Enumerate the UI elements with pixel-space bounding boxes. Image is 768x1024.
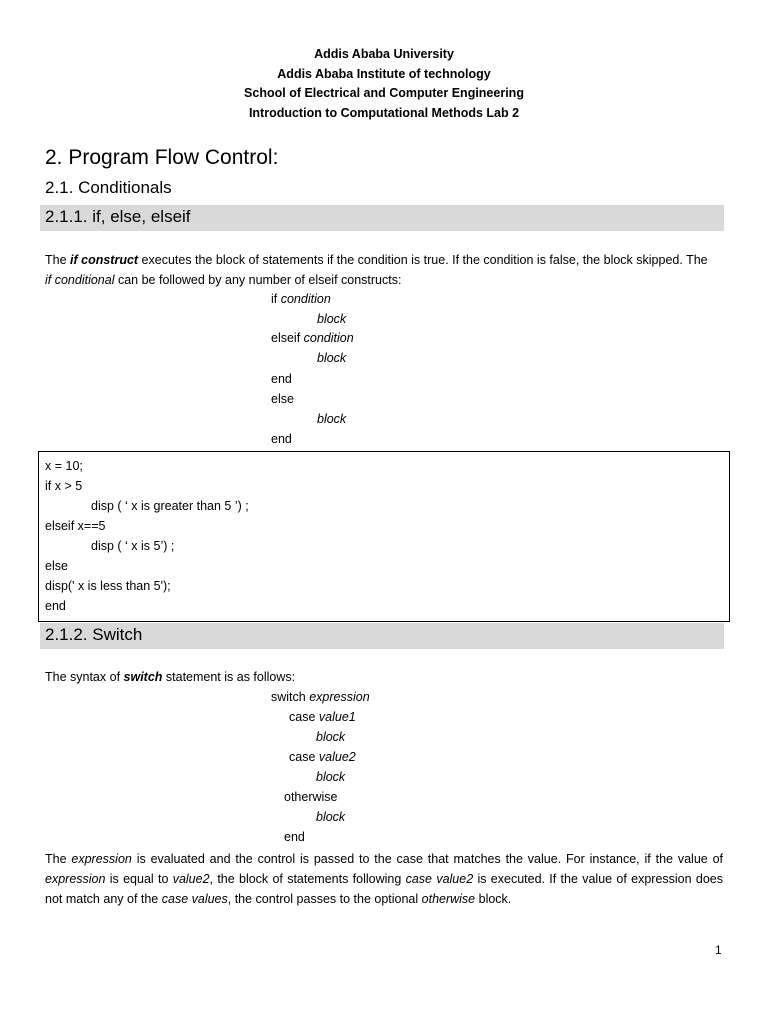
if-syntax-block: block bbox=[317, 312, 347, 326]
if-syntax-line-6: else bbox=[271, 392, 294, 406]
if-syntax-condition: condition bbox=[280, 292, 331, 306]
if-syntax-line-3 bbox=[271, 331, 354, 345]
if-syntax-line-4 bbox=[317, 351, 346, 365]
code-line: elseif x==5 bbox=[45, 519, 106, 533]
if-para-emph-1: if construct bbox=[70, 253, 139, 267]
switch-syntax-kw-case-2: case bbox=[289, 750, 319, 764]
switch-syntax-kw-case: case bbox=[289, 710, 319, 724]
header-course: Introduction to Computational Methods Lab 2 bbox=[248, 106, 520, 120]
if-para-text-3: can be followed by any number of elseif constructs: bbox=[114, 273, 402, 287]
if-syntax-line-8: end bbox=[271, 432, 292, 446]
switch-para-text: The bbox=[45, 852, 72, 866]
switch-syntax-line-4 bbox=[289, 750, 356, 764]
code-line: disp ( ‘ x is greater than 5 ’) ; bbox=[91, 499, 249, 513]
code-example-box bbox=[38, 451, 730, 622]
switch-syntax-line-3 bbox=[316, 730, 345, 744]
switch-para-text: block. bbox=[475, 892, 512, 906]
if-syntax-block-3: block bbox=[317, 412, 347, 426]
switch-para-text: is executed. If the value of expression does not match any of the bbox=[45, 872, 723, 906]
if-syntax-line-2 bbox=[317, 312, 346, 326]
switch-syntax-line-1 bbox=[271, 690, 370, 704]
switch-paragraph bbox=[45, 849, 723, 909]
section-title: 2. Program Flow Control: bbox=[45, 146, 279, 169]
switch-para-emph: case value2 bbox=[405, 872, 474, 886]
if-para-emph-2: if conditional bbox=[45, 273, 115, 287]
page-number: 1 bbox=[715, 943, 722, 957]
switch-para-emph: expression bbox=[71, 852, 132, 866]
code-line: disp ( ‘ x is 5’) ; bbox=[91, 539, 175, 553]
switch-syntax-value2: value2 bbox=[318, 750, 356, 764]
switch-intro-text-1: The syntax of bbox=[45, 670, 124, 684]
if-section-heading-band bbox=[40, 205, 724, 231]
switch-section-heading: 2.1.2. Switch bbox=[45, 625, 143, 644]
switch-para-text: , the control passes to the optional bbox=[227, 892, 422, 906]
switch-syntax-kw: switch bbox=[271, 690, 310, 704]
code-line: if x > 5 bbox=[45, 479, 83, 493]
switch-section-heading-band bbox=[40, 623, 724, 649]
section-subtitle: 2.1. Conditionals bbox=[45, 178, 172, 197]
if-para-text-2: executes the block of statements if the condition is true. If the condition is false, the block skipped. The bbox=[138, 253, 708, 267]
if-syntax-line-5: end bbox=[271, 372, 292, 386]
switch-syntax-line-5 bbox=[316, 770, 345, 784]
if-syntax-condition-2: condition bbox=[303, 331, 354, 345]
switch-syntax-expression: expression bbox=[309, 690, 370, 704]
if-syntax-line-7 bbox=[317, 412, 346, 426]
header-institute: Addis Ababa Institute of technology bbox=[277, 67, 491, 81]
switch-intro bbox=[45, 670, 295, 684]
if-syntax-line-1 bbox=[271, 292, 331, 306]
switch-para-text: , the block of statements following bbox=[209, 872, 406, 886]
if-section-heading: 2.1.1. if, else, elseif bbox=[45, 207, 191, 226]
switch-syntax-block-3: block bbox=[316, 810, 346, 824]
code-line: else bbox=[45, 559, 68, 573]
header-school: School of Electrical and Computer Engineering bbox=[244, 86, 524, 100]
switch-syntax-line-8: end bbox=[284, 830, 305, 844]
header-university: Addis Ababa University bbox=[314, 47, 454, 61]
if-syntax-kw-if: if bbox=[271, 292, 281, 306]
switch-para-emph: value2 bbox=[172, 872, 210, 886]
if-para-text-1: The bbox=[45, 253, 71, 267]
switch-para-emph: case values bbox=[161, 892, 228, 906]
code-line: disp(' x is less than 5'); bbox=[45, 579, 171, 593]
switch-intro-emph: switch bbox=[123, 670, 163, 684]
if-paragraph bbox=[45, 250, 735, 290]
switch-syntax-block: block bbox=[316, 730, 346, 744]
if-syntax-kw-elseif: elseif bbox=[271, 331, 304, 345]
switch-syntax-line-6: otherwise bbox=[284, 790, 338, 804]
switch-syntax-block-2: block bbox=[316, 770, 346, 784]
switch-para-text: is evaluated and the control is passed to the case that matches the value. For instance, if the value of bbox=[131, 852, 724, 866]
switch-para-text: is equal to bbox=[105, 872, 173, 886]
switch-para-emph: expression bbox=[45, 872, 106, 886]
switch-syntax-line-2 bbox=[289, 710, 356, 724]
code-line: x = 10; bbox=[45, 459, 83, 473]
switch-para-emph: otherwise bbox=[421, 892, 476, 906]
code-line: end bbox=[45, 599, 66, 613]
switch-intro-text-2: statement is as follows: bbox=[162, 670, 296, 684]
switch-syntax-line-7 bbox=[316, 810, 345, 824]
switch-syntax-value1: value1 bbox=[318, 710, 356, 724]
if-syntax-block-2: block bbox=[317, 351, 347, 365]
